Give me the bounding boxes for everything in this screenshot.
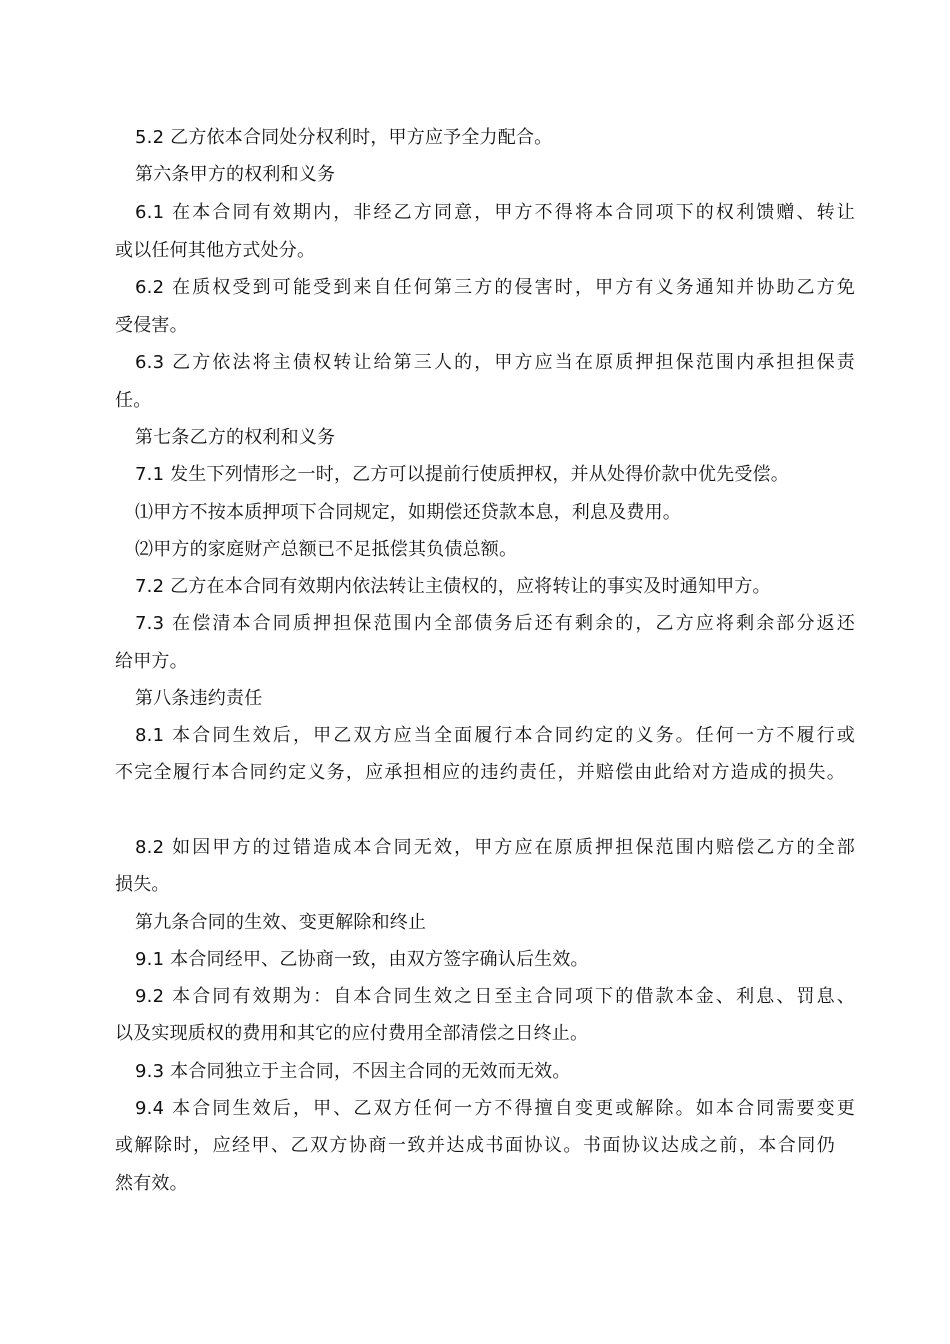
- clause-8-2-line-2: 损失。: [115, 874, 170, 895]
- clause-8-1-line-1: 8.1 本合同生效后，甲乙双方应当全面履行本合同约定的义务。任何一方不履行或: [135, 725, 855, 746]
- clause-9-3: 9.3 本合同独立于主合同，不因主合同的无效而无效。: [135, 1061, 571, 1082]
- clause-7-1-item-1: ⑴甲方不按本质押项下合同规定，如期偿还贷款本息，利息及费用。: [135, 502, 681, 523]
- clause-7-1-item-2: ⑵甲方的家庭财产总额已不足抵偿其负债总额。: [135, 539, 518, 560]
- article-7-heading: 第七条乙方的权利和义务: [135, 427, 336, 448]
- clause-6-1-line-2: 或以任何其他方式处分。: [115, 240, 316, 261]
- clause-8-1-line-2: 不完全履行本合同约定义务，应承担相应的违约责任，并赔偿由此给对方造成的损失。: [115, 762, 845, 783]
- clause-6-2-line-1: 6.2 在质权受到可能受到来自任何第三方的侵害时，甲方有义务通知并协助乙方免: [135, 277, 855, 298]
- article-9-heading: 第九条合同的生效、变更解除和终止: [135, 912, 427, 933]
- clause-9-2-line-2: 以及实现质权的费用和其它的应付费用全部清偿之日终止。: [115, 1023, 589, 1044]
- clause-6-3-line-2: 任。: [115, 390, 152, 411]
- clause-5-2: 5.2 乙方依本合同处分权利时，甲方应予全力配合。: [135, 127, 553, 148]
- clause-6-2-line-2: 受侵害。: [115, 315, 188, 336]
- clause-7-2: 7.2 乙方在本合同有效期内依法转让主债权的，应将转让的事实及时通知甲方。: [135, 576, 771, 597]
- clause-7-3-line-2: 给甲方。: [115, 651, 188, 672]
- clause-9-1: 9.1 本合同经甲、乙协商一致，由双方签字确认后生效。: [135, 949, 589, 970]
- clause-7-3-line-1: 7.3 在偿清本合同质押担保范围内全部债务后还有剩余的，乙方应将剩余部分返还: [135, 613, 855, 634]
- clause-8-2-line-1: 8.2 如因甲方的过错造成本合同无效，甲方应在原质押担保范围内赔偿乙方的全部: [135, 837, 855, 858]
- clause-9-4-line-2: 或解除时，应经甲、乙双方协商一致并达成书面协议。书面协议达成之前，本合同仍: [115, 1135, 835, 1156]
- article-8-heading: 第八条违约责任: [135, 688, 263, 709]
- article-6-heading: 第六条甲方的权利和义务: [135, 164, 336, 185]
- clause-6-1-line-1: 6.1 在本合同有效期内，非经乙方同意，甲方不得将本合同项下的权利馈赠、转让: [135, 202, 855, 223]
- clause-7-1: 7.1 发生下列情形之一时，乙方可以提前行使质押权，并从处得价款中优先受偿。: [135, 464, 789, 485]
- clause-6-3-line-1: 6.3 乙方依法将主债权转让给第三人的，甲方应当在原质押担保范围内承担担保责: [135, 352, 855, 373]
- clause-9-4-line-3: 然有效。: [115, 1173, 188, 1194]
- clause-9-2-line-1: 9.2 本合同有效期为：自本合同生效之日至主合同项下的借款本金、利息、罚息、: [135, 986, 855, 1007]
- clause-9-4-line-1: 9.4 本合同生效后，甲、乙双方任何一方不得擅自变更或解除。如本合同需要变更: [135, 1098, 855, 1119]
